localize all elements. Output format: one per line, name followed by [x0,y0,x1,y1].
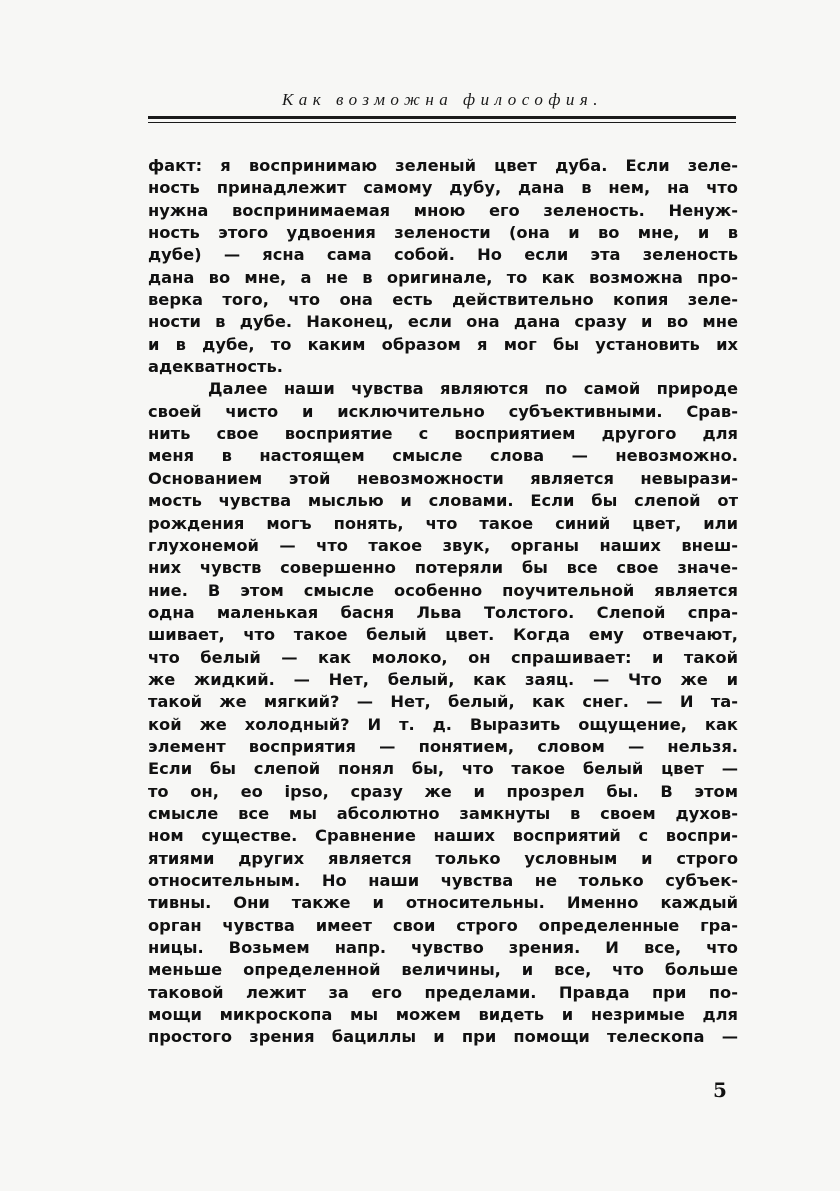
text-line: нить свое восприятие с восприятием другого для [148,424,738,444]
text-line: кой же холодный? И т. д. Выразить ощущение, как [148,714,738,734]
text-line: мость чувства мыслью и словами. Если бы слепой от [148,491,738,511]
text-line: относительным. Но наши чувства не только субъек- [148,871,738,890]
text-line: тивны. Они также и относительны. Именно каждый [148,893,738,913]
text-line: ние. В этом смысле особенно поучительной является [148,580,738,600]
text-line: что белый — как молоко, он спрашивает: и такой [148,647,738,667]
text-line: верка того, что она есть действительно копия зеле- [148,290,738,310]
header-rule-thin [148,122,736,123]
text-line: ятиями других является только условным и строго [148,848,738,868]
text-line: таковой лежит за его пределами. Правда при по- [148,982,738,1002]
body-text [148,155,738,1049]
text-line: элемент восприятия — понятием, словом — нельзя. [148,736,738,756]
text-line: дана во мне, а не в оригинале, то как возможна про- [148,267,738,287]
text-line: них чувств совершенно потеряли бы все свое значе- [148,558,738,578]
text-line: Если бы слепой понял бы, что такое белый цвет — [148,759,738,779]
text-line: же жидкий. — Нет, белый, как заяц. — Что же и [148,669,738,689]
text-line: Далее наши чувства являются по самой природе [208,379,738,399]
text-line: Основанием этой невозможности является невырази- [148,468,738,488]
page-number: 5 [713,1078,727,1102]
text-line: рождения могъ понять, что такое синий цвет, или [148,513,738,533]
text-line: мощи микроскопа мы можем видеть и незримые для [148,1005,738,1025]
text-line: нужна воспринимаемая мною его зеленость. Ненуж- [148,200,738,220]
text-line: факт: я воспринимаю зеленый цвет дуба. Если зеле- [148,156,738,175]
text-line: дубе) — ясна сама собой. Но если эта зеленость [148,245,738,265]
text-line: смысле все мы абсолютно замкнуты в своем духов- [148,803,738,823]
text-line: глухонемой — что такое звук, органы наших внеш- [148,535,738,555]
text-line: то он, eo ipso, сразу же и прозрел бы. В этом [148,781,738,801]
text-line: шивает, что такое белый цвет. Когда ему отвечают, [148,625,738,645]
text-line: ном существе. Сравнение наших восприятий с воспри- [148,826,738,846]
text-line: ность принадлежит самому дубу, дана в нем, на что [148,178,738,198]
text-line: своей чисто и исключительно субъективными. Срав- [148,401,738,421]
text-line: ность этого удвоения зелености (она и во мне, и в [148,223,738,243]
header-rule-thick [148,116,736,119]
text-line: меньше определенной величины, и все, что больше [148,960,738,980]
text-line: такой же мягкий? — Нет, белый, как снег. — И та- [148,692,738,712]
text-line: меня в настоящем смысле слова — невозможно. [148,446,738,466]
running-head: Как возможна философия. [281,90,604,109]
text-line: ности в дубе. Наконец, если она дана сразу и во мне [148,312,738,332]
text-line: адекватность. [148,357,283,377]
text-line: орган чувства имеет свои строго определенные гра- [148,915,738,935]
text-line: одна маленькая басня Льва Толстого. Слепой спра- [148,602,738,622]
text-line: ницы. Возьмем напр. чувство зрения. И все, что [148,938,738,958]
text-line: и в дубе, то каким образом я мог бы установить их [148,334,738,354]
text-line: простого зрения бациллы и при помощи телескопа — [148,1027,738,1047]
